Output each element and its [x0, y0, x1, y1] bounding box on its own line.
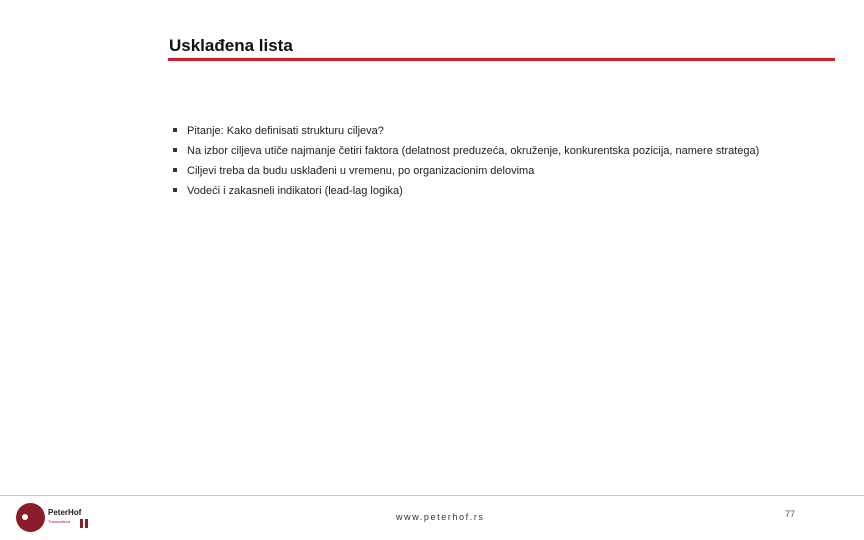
page-number: 77	[785, 509, 796, 519]
square-bullet-icon	[173, 168, 177, 172]
footer-divider	[0, 495, 864, 496]
bullet-item	[172, 121, 759, 141]
peterhof-logo	[16, 503, 96, 533]
footer-website: www.peterhof.rs	[396, 512, 485, 522]
logo-bars-icon	[80, 519, 90, 528]
square-bullet-icon	[173, 148, 177, 152]
bullet-text: Ciljevi treba da budu usklađeni u vremenu, po organizacionim delovima	[187, 165, 535, 177]
slide-title: Usklađena lista	[169, 36, 293, 55]
square-bullet-icon	[173, 128, 177, 132]
bullet-item	[172, 141, 759, 161]
logo-tagline: Transcultura	[48, 519, 71, 524]
bullet-list	[172, 121, 759, 201]
bullet-text: Pitanje: Kako definisati strukturu ciljeva?	[187, 125, 384, 137]
logo-dot-icon	[22, 514, 28, 520]
bullet-item	[172, 161, 759, 181]
logo-circle-icon	[16, 503, 45, 532]
square-bullet-icon	[173, 188, 177, 192]
title-underline	[168, 58, 835, 61]
bullet-text: Vodeći i zakasneli indikatori (lead-lag logika)	[187, 185, 403, 197]
logo-name: PeterHof	[48, 508, 82, 517]
bullet-text: Na izbor ciljeva utiče najmanje četiri faktora (delatnost preduzeća, okruženje, konkurentska pozicija, namere stratega)	[187, 145, 760, 157]
bullet-item	[172, 181, 759, 201]
